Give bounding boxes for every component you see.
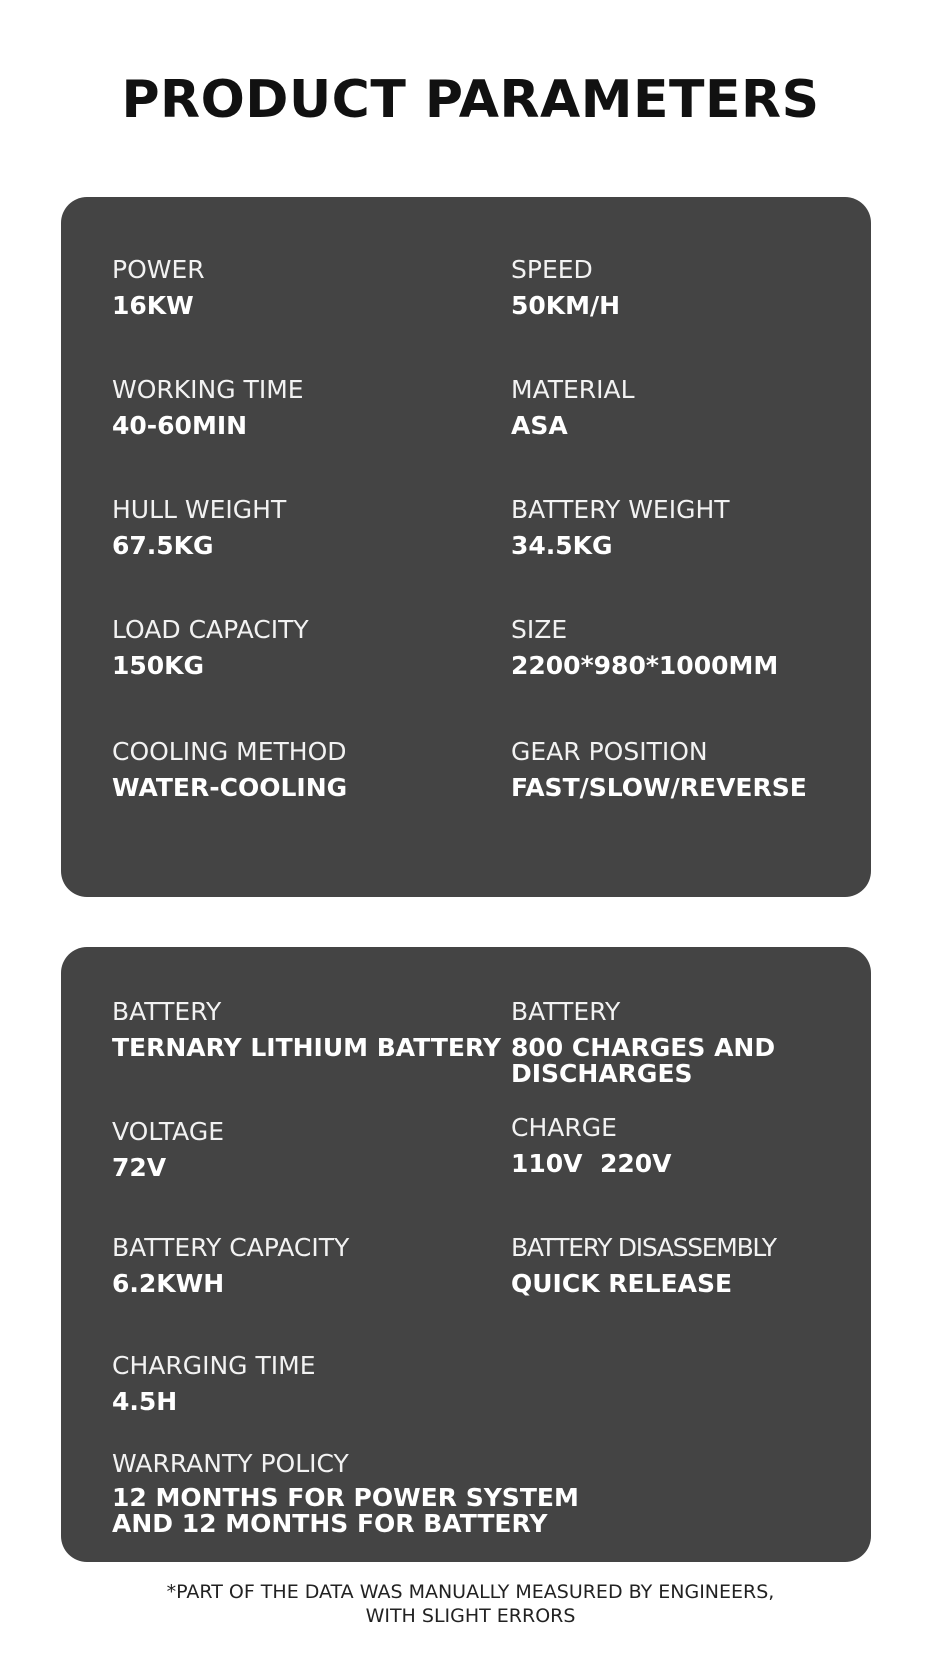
param-battery-type (112, 997, 501, 1061)
param-label: SPEED (511, 255, 593, 284)
param-label: COOLING METHOD (112, 737, 347, 766)
param-value: 34.5KG (511, 531, 613, 560)
param-value: FAST/SLOW/REVERSE (511, 773, 807, 802)
param-battery-disassembly (511, 1233, 776, 1297)
param-value: 16KW (112, 291, 194, 320)
param-label: WORKING TIME (112, 375, 304, 404)
param-label: SIZE (511, 615, 568, 644)
param-value: 72V (112, 1153, 167, 1182)
param-value: 2200*980*1000MM (511, 651, 779, 680)
param-speed (511, 255, 620, 319)
param-label: BATTERY (511, 997, 621, 1026)
param-power (112, 255, 205, 319)
param-value: QUICK RELEASE (511, 1269, 733, 1298)
param-value: 6.2KWH (112, 1269, 225, 1298)
param-label: HULL WEIGHT (112, 495, 287, 524)
param-battery-capacity (112, 1233, 349, 1297)
param-label: BATTERY DISASSEMBLY (511, 1233, 776, 1262)
param-label: BATTERY WEIGHT (511, 495, 730, 524)
footnote-line-2: WITH SLIGHT ERRORS (365, 1605, 576, 1627)
footnote (0, 1580, 941, 1628)
param-value: 40-60MIN (112, 411, 248, 440)
param-battery-weight (511, 495, 730, 559)
param-label: WARRANTY POLICY (112, 1449, 349, 1478)
param-value: TERNARY LITHIUM BATTERY (112, 1033, 501, 1062)
param-working-time (112, 375, 304, 439)
param-value: WATER-COOLING (112, 773, 348, 802)
param-battery-cycles (511, 997, 811, 1087)
param-hull-weight (112, 495, 286, 559)
param-label: MATERIAL (511, 375, 635, 404)
page-title: PRODUCT PARAMETERS (121, 70, 820, 130)
param-size (511, 615, 778, 679)
param-label: LOAD CAPACITY (112, 615, 309, 644)
param-value: 110V 220V (511, 1149, 672, 1178)
param-voltage (112, 1117, 224, 1181)
param-value: 150KG (112, 651, 205, 680)
param-value: 800 CHARGES AND DISCHARGES (511, 1033, 776, 1088)
param-material (511, 375, 635, 439)
param-cooling-method (112, 737, 347, 801)
param-warranty-policy (112, 1449, 602, 1537)
footnote-line-1: *PART OF THE DATA WAS MANUALLY MEASURED BY ENGINEERS, (166, 1581, 775, 1603)
param-label: CHARGING TIME (112, 1351, 316, 1380)
param-charge (511, 1113, 671, 1177)
param-charging-time (112, 1351, 316, 1415)
param-gear-position (511, 737, 807, 801)
param-label: CHARGE (511, 1113, 617, 1142)
battery-parameters-card (61, 947, 871, 1562)
param-value: ASA (511, 411, 568, 440)
param-load-capacity (112, 615, 309, 679)
param-label: BATTERY (112, 997, 222, 1026)
param-label: VOLTAGE (112, 1117, 224, 1146)
param-value: 50KM/H (511, 291, 621, 320)
param-value: 12 MONTHS FOR POWER SYSTEM AND 12 MONTHS FOR BATTERY (112, 1483, 579, 1538)
param-value: 4.5H (112, 1387, 178, 1416)
general-parameters-card (61, 197, 871, 897)
param-label: POWER (112, 255, 205, 284)
param-label: GEAR POSITION (511, 737, 708, 766)
param-label: BATTERY CAPACITY (112, 1233, 350, 1262)
param-value: 67.5KG (112, 531, 214, 560)
